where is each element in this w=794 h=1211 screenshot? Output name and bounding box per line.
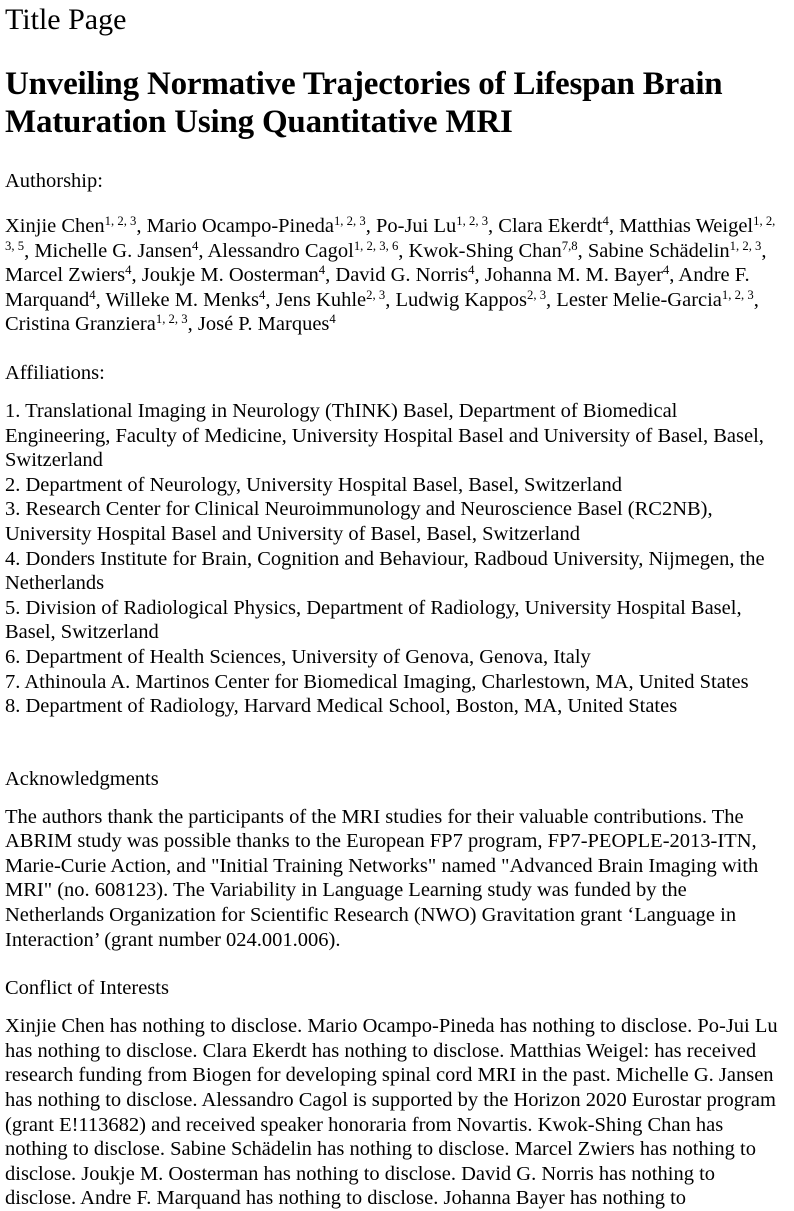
author-affiliation-superscript: 2, 3 (526, 287, 547, 302)
author-affiliation-superscript: 4 (318, 263, 326, 278)
affiliation-item: 4. Donders Institute for Brain, Cognition and Behaviour, Radboud University, Nijmegen, the Netherlands (5, 547, 765, 595)
author-name: Jens Kuhle (275, 288, 367, 311)
author-name: Xinjie Chen (5, 215, 105, 237)
author-name: Sabine Schädelin (587, 239, 730, 262)
author-name: Mario Ocampo-Pineda (146, 215, 334, 237)
paper-title-line-2: Maturation Using Quantitative MRI (5, 104, 513, 140)
author-name: Po-Jui Lu (375, 215, 457, 237)
affiliation-item: 2. Department of Neurology, University Hospital Basel, Basel, Switzerland (5, 473, 622, 496)
author-affiliation-superscript: 1, 2, 3 (456, 214, 489, 229)
acknowledgments-heading: Acknowledgments (5, 767, 159, 790)
author-name: Alessandro Cagol (207, 239, 354, 262)
affiliations-heading: Affiliations: (5, 361, 105, 384)
affiliation-item: 8. Department of Radiology, Harvard Medical School, Boston, MA, United States (5, 695, 678, 718)
author-affiliation-superscript: 1, 2, 3 (729, 238, 762, 253)
author-affiliation-superscript: 1, 2, 3, 5 (5, 214, 776, 253)
author-affiliation-superscript: 7,8 (561, 238, 578, 253)
affiliations-list (5, 399, 786, 719)
author-affiliation-superscript: 4 (468, 263, 475, 278)
author-list: Xinjie Chen$^{1, 2, 3}$, Mario Ocampo-Pineda$^{1, 2, 3}$, Po-Jui Lu$^{1, 2, 3}$, Clara Ekerdt$^4$, Matthias Weigel$^{1, 2, 3, 5}$, Michelle G. Jansen$^4$, Alessandro Cagol$^{1, 2, 3, 6}$, Kwok-Shing Chan$^{7,8}$, Sabine Schädelin$^{1, 2, 3}$, Marcel Zwiers$^4$, Joukje M. Oosterman$^4$, David G. Norris$^4$, Johanna M. M. Bayer$^4$, Andre F. Marquand$^4$, Willeke M. Menks$^4$, Jens Kuhle$^{2, 3}$, Ludwig Kappos$^{2, 3}$, Lester Melie-Garcia$^{1, 2, 3}$, Cristina Granziera$^{1, 2, 3}$, José P. Marques$^4$ (5, 214, 776, 336)
author-affiliation-superscript: 1, 2, 3, 6 (353, 238, 399, 253)
author-name: Matthias Weigel (619, 215, 754, 237)
author-name: Willeke M. Menks (105, 288, 259, 311)
author-name: Michelle G. Jansen (34, 239, 193, 262)
author-name: José P. Marques (197, 313, 330, 336)
paper-title (5, 65, 786, 141)
paper-title-line-1: Unveiling Normative Trajectories of Lifespan Brain (5, 66, 723, 102)
conflict-of-interests-heading: Conflict of Interests (5, 977, 169, 1000)
author-name: Kwok-Shing Chan (408, 239, 562, 262)
author-affiliation-superscript: 1, 2, 3 (104, 214, 137, 229)
author-affiliation-superscript: 1, 2, 3 (721, 287, 754, 302)
author-affiliation-superscript: 4 (192, 238, 199, 253)
acknowledgments-text: The authors thank the participants of the MRI studies for their valuable contributions. The ABRIM study was possible thanks to the European FP7 program, FP7-PEOPLE-2013-ITN, Marie-Curie Action, and "Initial Training Networks" named "Advanced Brain Imaging with MRI" (no. 608123). The Variability in Language Learning study was funded by the Netherlands Organization for Scientific Research (NWO) Gravitation grant ‘Language in Interaction’ (grant number 024.001.006). (5, 805, 759, 951)
author-name: Cristina Granziera (5, 313, 156, 336)
author-name: Clara Ekerdt (498, 215, 603, 237)
author-affiliation-superscript: 4 (602, 214, 609, 229)
affiliation-item: 5. Division of Radiological Physics, Department of Radiology, University Hospital Basel, Basel, Switzerland (5, 596, 742, 644)
author-affiliation-superscript: 1, 2, 3 (155, 312, 188, 327)
author-affiliation-superscript: 1, 2, 3 (333, 214, 366, 229)
author-name: Ludwig Kappos (395, 288, 527, 311)
author-affiliation-superscript: 2, 3 (366, 287, 386, 302)
author-affiliation-superscript: 4 (329, 312, 336, 327)
authorship-heading: Authorship: (5, 170, 103, 192)
author-name: Johanna M. M. Bayer (484, 264, 663, 287)
affiliation-item: 7. Athinoula A. Martinos Center for Biomedical Imaging, Charlestown, MA, United States (5, 670, 749, 693)
author-name: Joukje M. Oosterman (141, 264, 319, 287)
document-section-label: Title Page (5, 3, 127, 36)
author-affiliation-superscript: 4 (125, 263, 132, 278)
affiliation-item: 6. Department of Health Sciences, University of Genova, Genova, Italy (5, 645, 591, 668)
author-name: Andre F. Marquand (5, 264, 750, 311)
affiliation-item: 3. Research Center for Clinical Neuroimmunology and Neuroscience Basel (RC2NB), University Hospital Basel and University of Basel, Basel, Switzerland (5, 498, 713, 545)
author-name: Lester Melie-Garcia (556, 288, 722, 311)
affiliation-item: 1. Translational Imaging in Neurology (ThINK) Basel, Department of Biomedical Engineering, Faculty of Medicine, University Hospital Basel and University of Basel, Basel, Switzerland (5, 399, 764, 472)
author-name: David G. Norris (335, 264, 469, 287)
author-affiliation-superscript: 4 (259, 287, 266, 302)
author-name: Marcel Zwiers (5, 264, 126, 287)
author-affiliation-superscript: 4 (89, 287, 96, 302)
author-affiliation-superscript: 4 (662, 263, 670, 278)
conflict-of-interests-text: Xinjie Chen has nothing to disclose. Mario Ocampo-Pineda has nothing to disclose. Po-Jui Lu has nothing to disclose. Clara Ekerdt has nothing to disclose. Matthias Weigel: has received research funding from Biogen for developing spinal cord MRI in the past. Michelle G. Jansen has nothing to disclose. Alessandro Cagol is supported by the Horizon 2020 Eurostar program (grant E!113682) and received speaker honoraria from Novartis. Kwok-Shing Chan has nothing to disclose. Sabine Schädelin has nothing to disclose. Marcel Zwiers has nothing to disclose. Joukje M. Oosterman has nothing to disclose. David G. Norris has nothing to disclose. Andre F. Marquand has nothing to disclose. Johanna Bayer has nothing to (5, 1015, 778, 1210)
